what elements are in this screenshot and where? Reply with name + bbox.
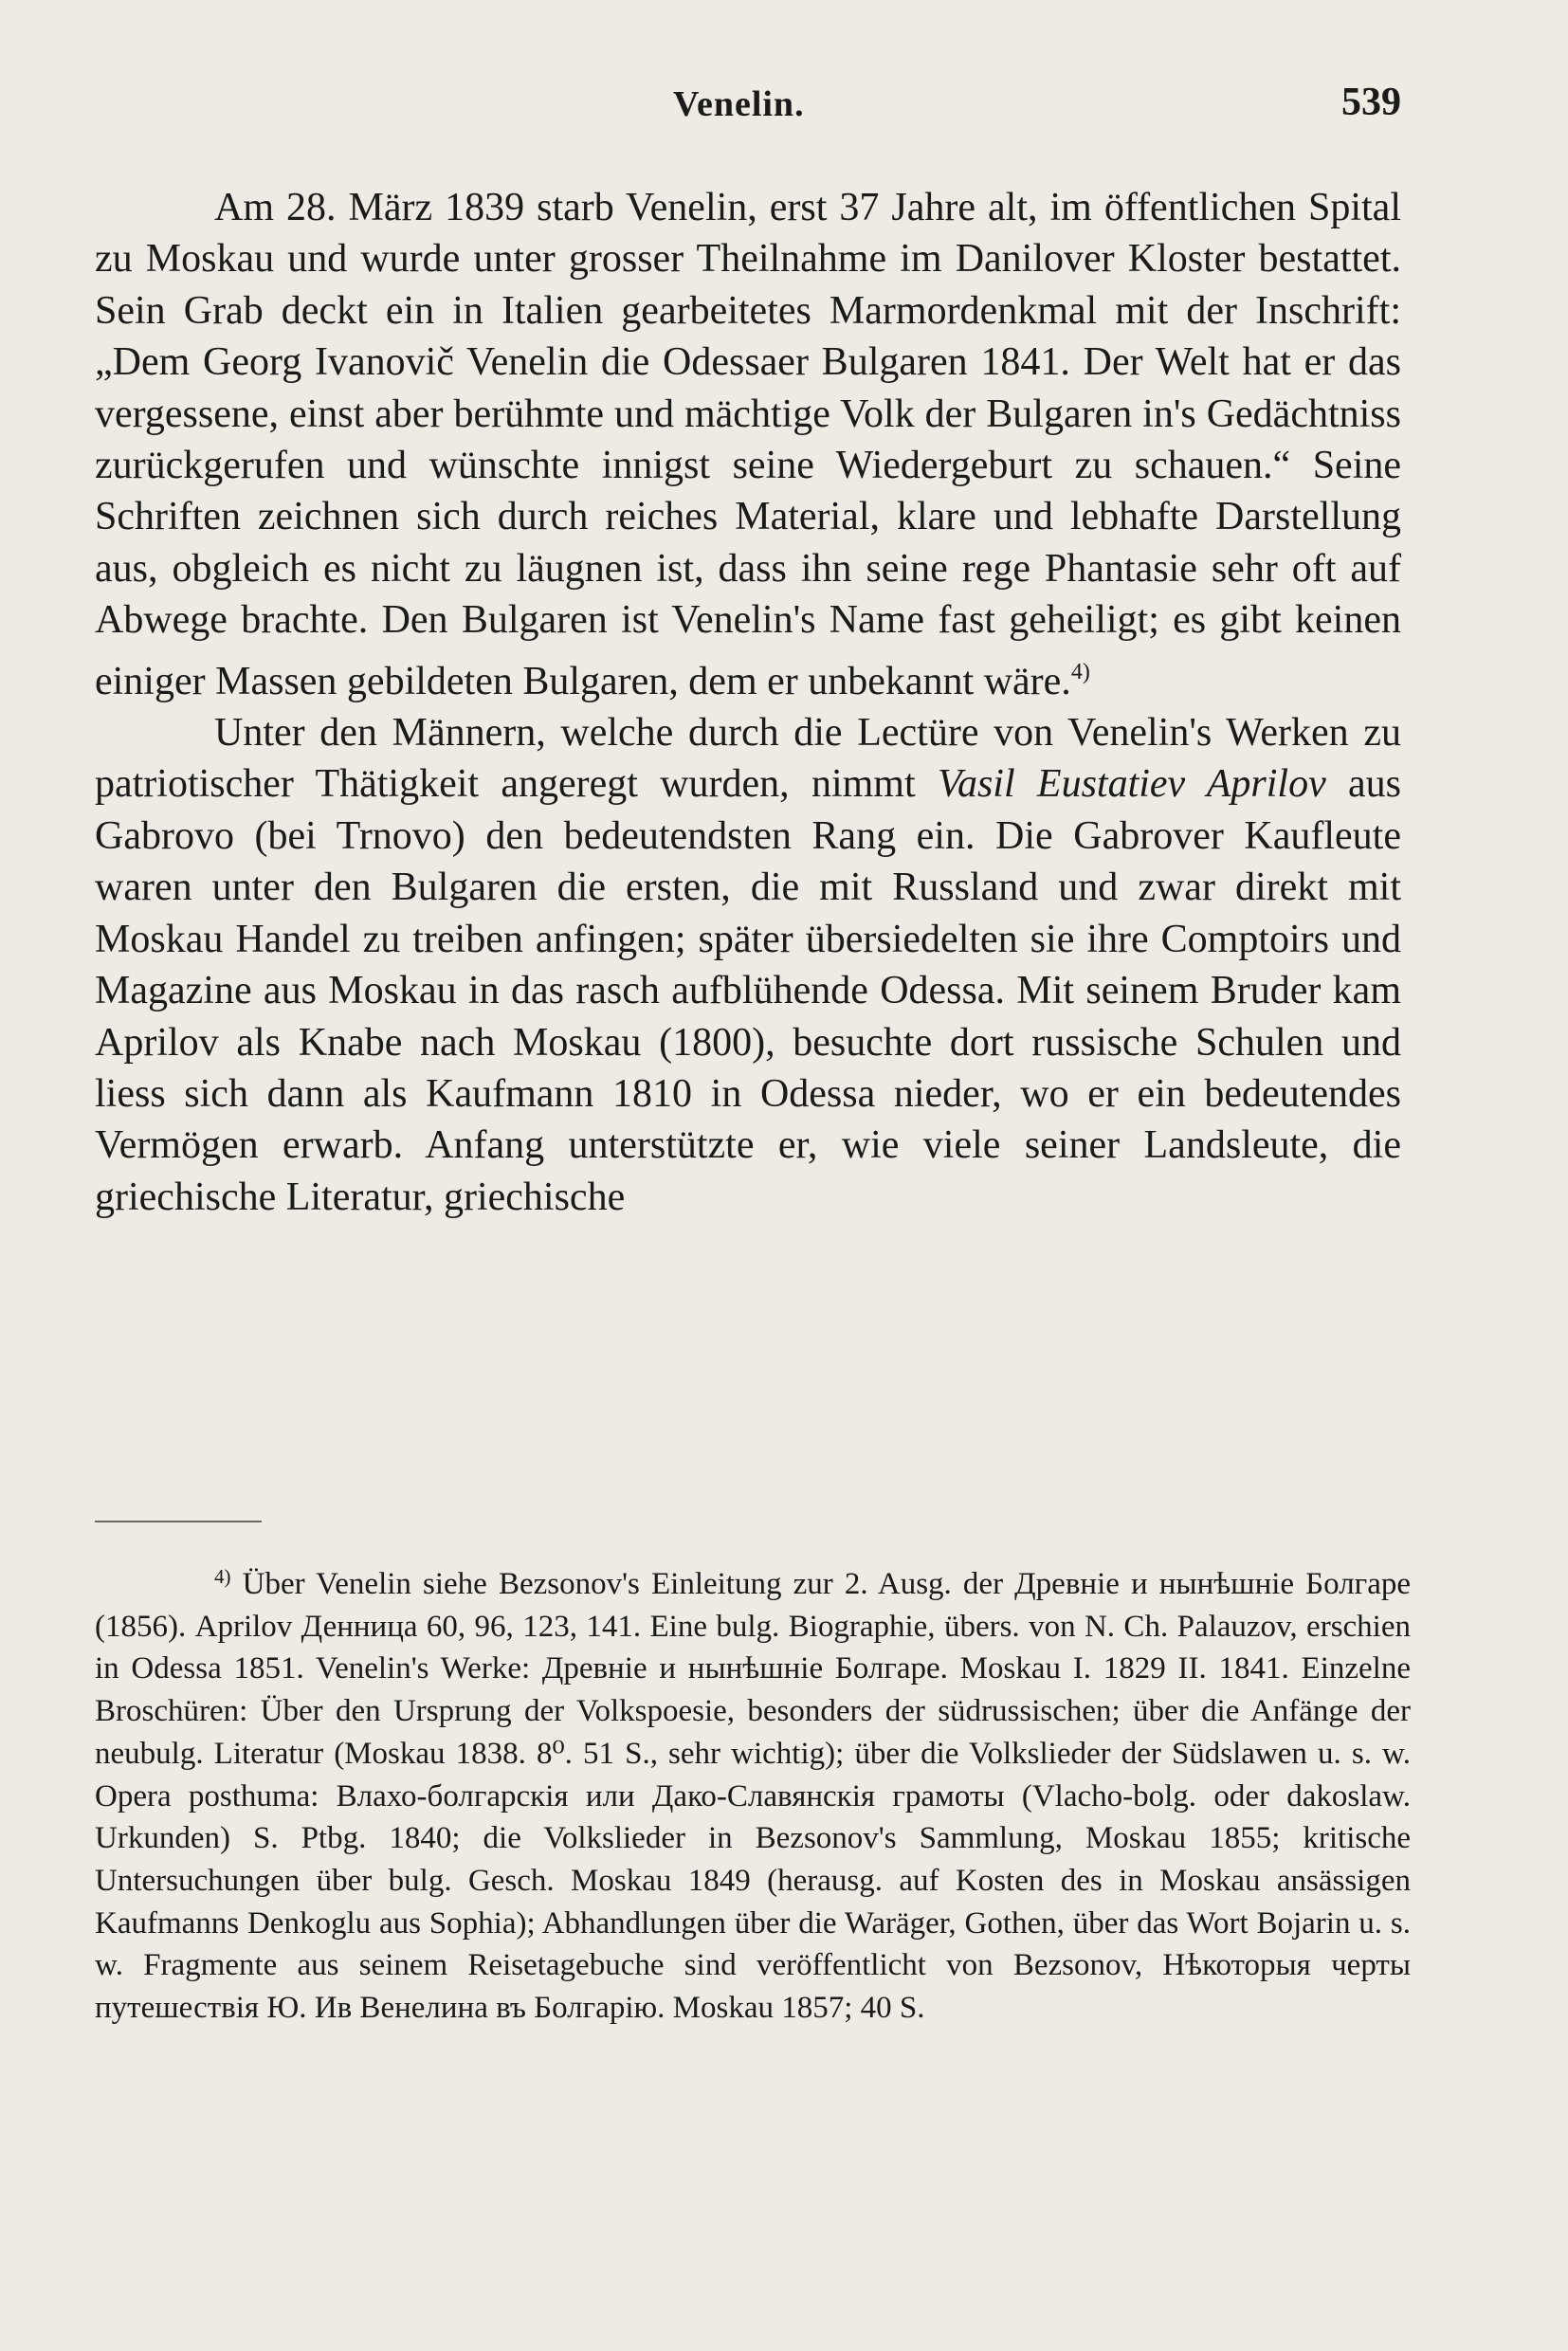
- page-number: 539: [1341, 81, 1401, 124]
- paragraph-text: aus Gabrovo (bei Trnovo) den bedeutendsten Rang ein. Die Gabrover Kaufleute waren unter den Bulgaren die ersten, die mit Russland und zwar direkt mit Moskau Handel zu treiben anfingen; später übersiedelten sie ihre Comptoirs und Magazine aus Moskau in das rasch aufblühende Odessa. Mit seinem Bruder kam Aprilov als Knabe nach Moskau (1800), besuchte dort russische Schulen und liess sich dann als Kaufmann 1810 in Odessa nieder, wo er ein bedeutendes Vermögen erwarb. Anfang unterstützte er, wie viele seiner Landsleute, die griechische Literatur, griechische: [95, 762, 1402, 1219]
- footnote: [95, 1556, 1411, 2030]
- paragraph-aprilov: [95, 707, 1401, 1223]
- footnote-reference: 4): [1070, 659, 1090, 684]
- paragraph-text: Unter den Männern, welche durch die Lectüre von Venelin's Werken zu patriotischer Thätigkeit angeregt wurden, nimmt: [95, 711, 1401, 807]
- footnote-text: Über Venelin siehe Bezsonov's Einleitung zur 2. Ausg. der Древніе и нынѣшніе Болгаре (1856). Aprilov Денница 60, 96, 123, 141. Eine bulg. Biographie, übers. von N. Ch. Palauzov, erschien in Odessa 1851. Venelin's Werke: Древніе и нынѣшніе Болгаре. Moskau I. 1829 II. 1841. Einzelne Broschüren: Über den Ursprung der Volkspoesie, besonders der südrussischen; über die Anfänge der neubulg. Literatur (Moskau 1838. 8⁰. 51 S., sehr wichtig); über die Volkslieder der Südslawen u. s. w. Opera posthuma: Влахо-болгарскія или Дако-Славянскія грамоты (Vlacho-bolg. oder dakoslaw. Urkunden) S. Ptbg. 1840; die Volkslieder in Bezsonov's Sammlung, Moskau 1855; kritische Untersuchungen über bulg. Gesch. Moskau 1849 (herausg. auf Kosten des in Moskau ansässigen Kaufmanns Denkoglu aus Sophia); Abhandlungen über die Waräger, Gothen, über das Wort Bojarin u. s. w. Fragmente aus seinem Reisetagebuche sind veröffentlicht von Bezsonov, Нѣкоторыя черты путешествія Ю. Ив Венелина въ Болгарію. Moskau 1857; 40 S.: [95, 1567, 1411, 2026]
- page-header: [95, 80, 1401, 137]
- paragraph-text: Am 28. März 1839 starb Venelin, erst 37 Jahre alt, im öffentlichen Spital zu Moskau und wurde unter grosser Theilnahme im Danilover Kloster bestattet. Sein Grab deckt ein in Italien gearbeitetes Marmordenkmal mit der Inschrift: „Dem Georg Ivanovič Venelin die Odessaer Bulgaren 1841. Der Welt hat er das vergessene, einst aber berühmte und mächtige Volk der Bulgaren in's Gedächtniss zurückgerufen und wünschte innigst seine Wiedergeburt zu schauen.“ Seine Schriften zeichnen sich durch reiches Material, klare und lebhafte Darstellung aus, obgleich es nicht zu läugnen ist, dass ihn seine rege Phantasie sehr oft auf Abwege brachte. Den Bulgaren ist Venelin's Name fast geheiligt; es gibt keinen einiger Massen gebildeten Bulgaren, dem er unbekannt wäre.: [95, 186, 1401, 703]
- main-text: [95, 182, 1401, 1223]
- footnote-divider: [95, 1521, 262, 1522]
- footnote-mark: 4): [214, 1565, 231, 1588]
- running-title: Venelin.: [673, 84, 805, 124]
- author-name-italic: Vasil Eustatiev Aprilov: [937, 762, 1326, 807]
- paragraph-venelin-death: [95, 182, 1401, 707]
- footnotes: [95, 1556, 1411, 2030]
